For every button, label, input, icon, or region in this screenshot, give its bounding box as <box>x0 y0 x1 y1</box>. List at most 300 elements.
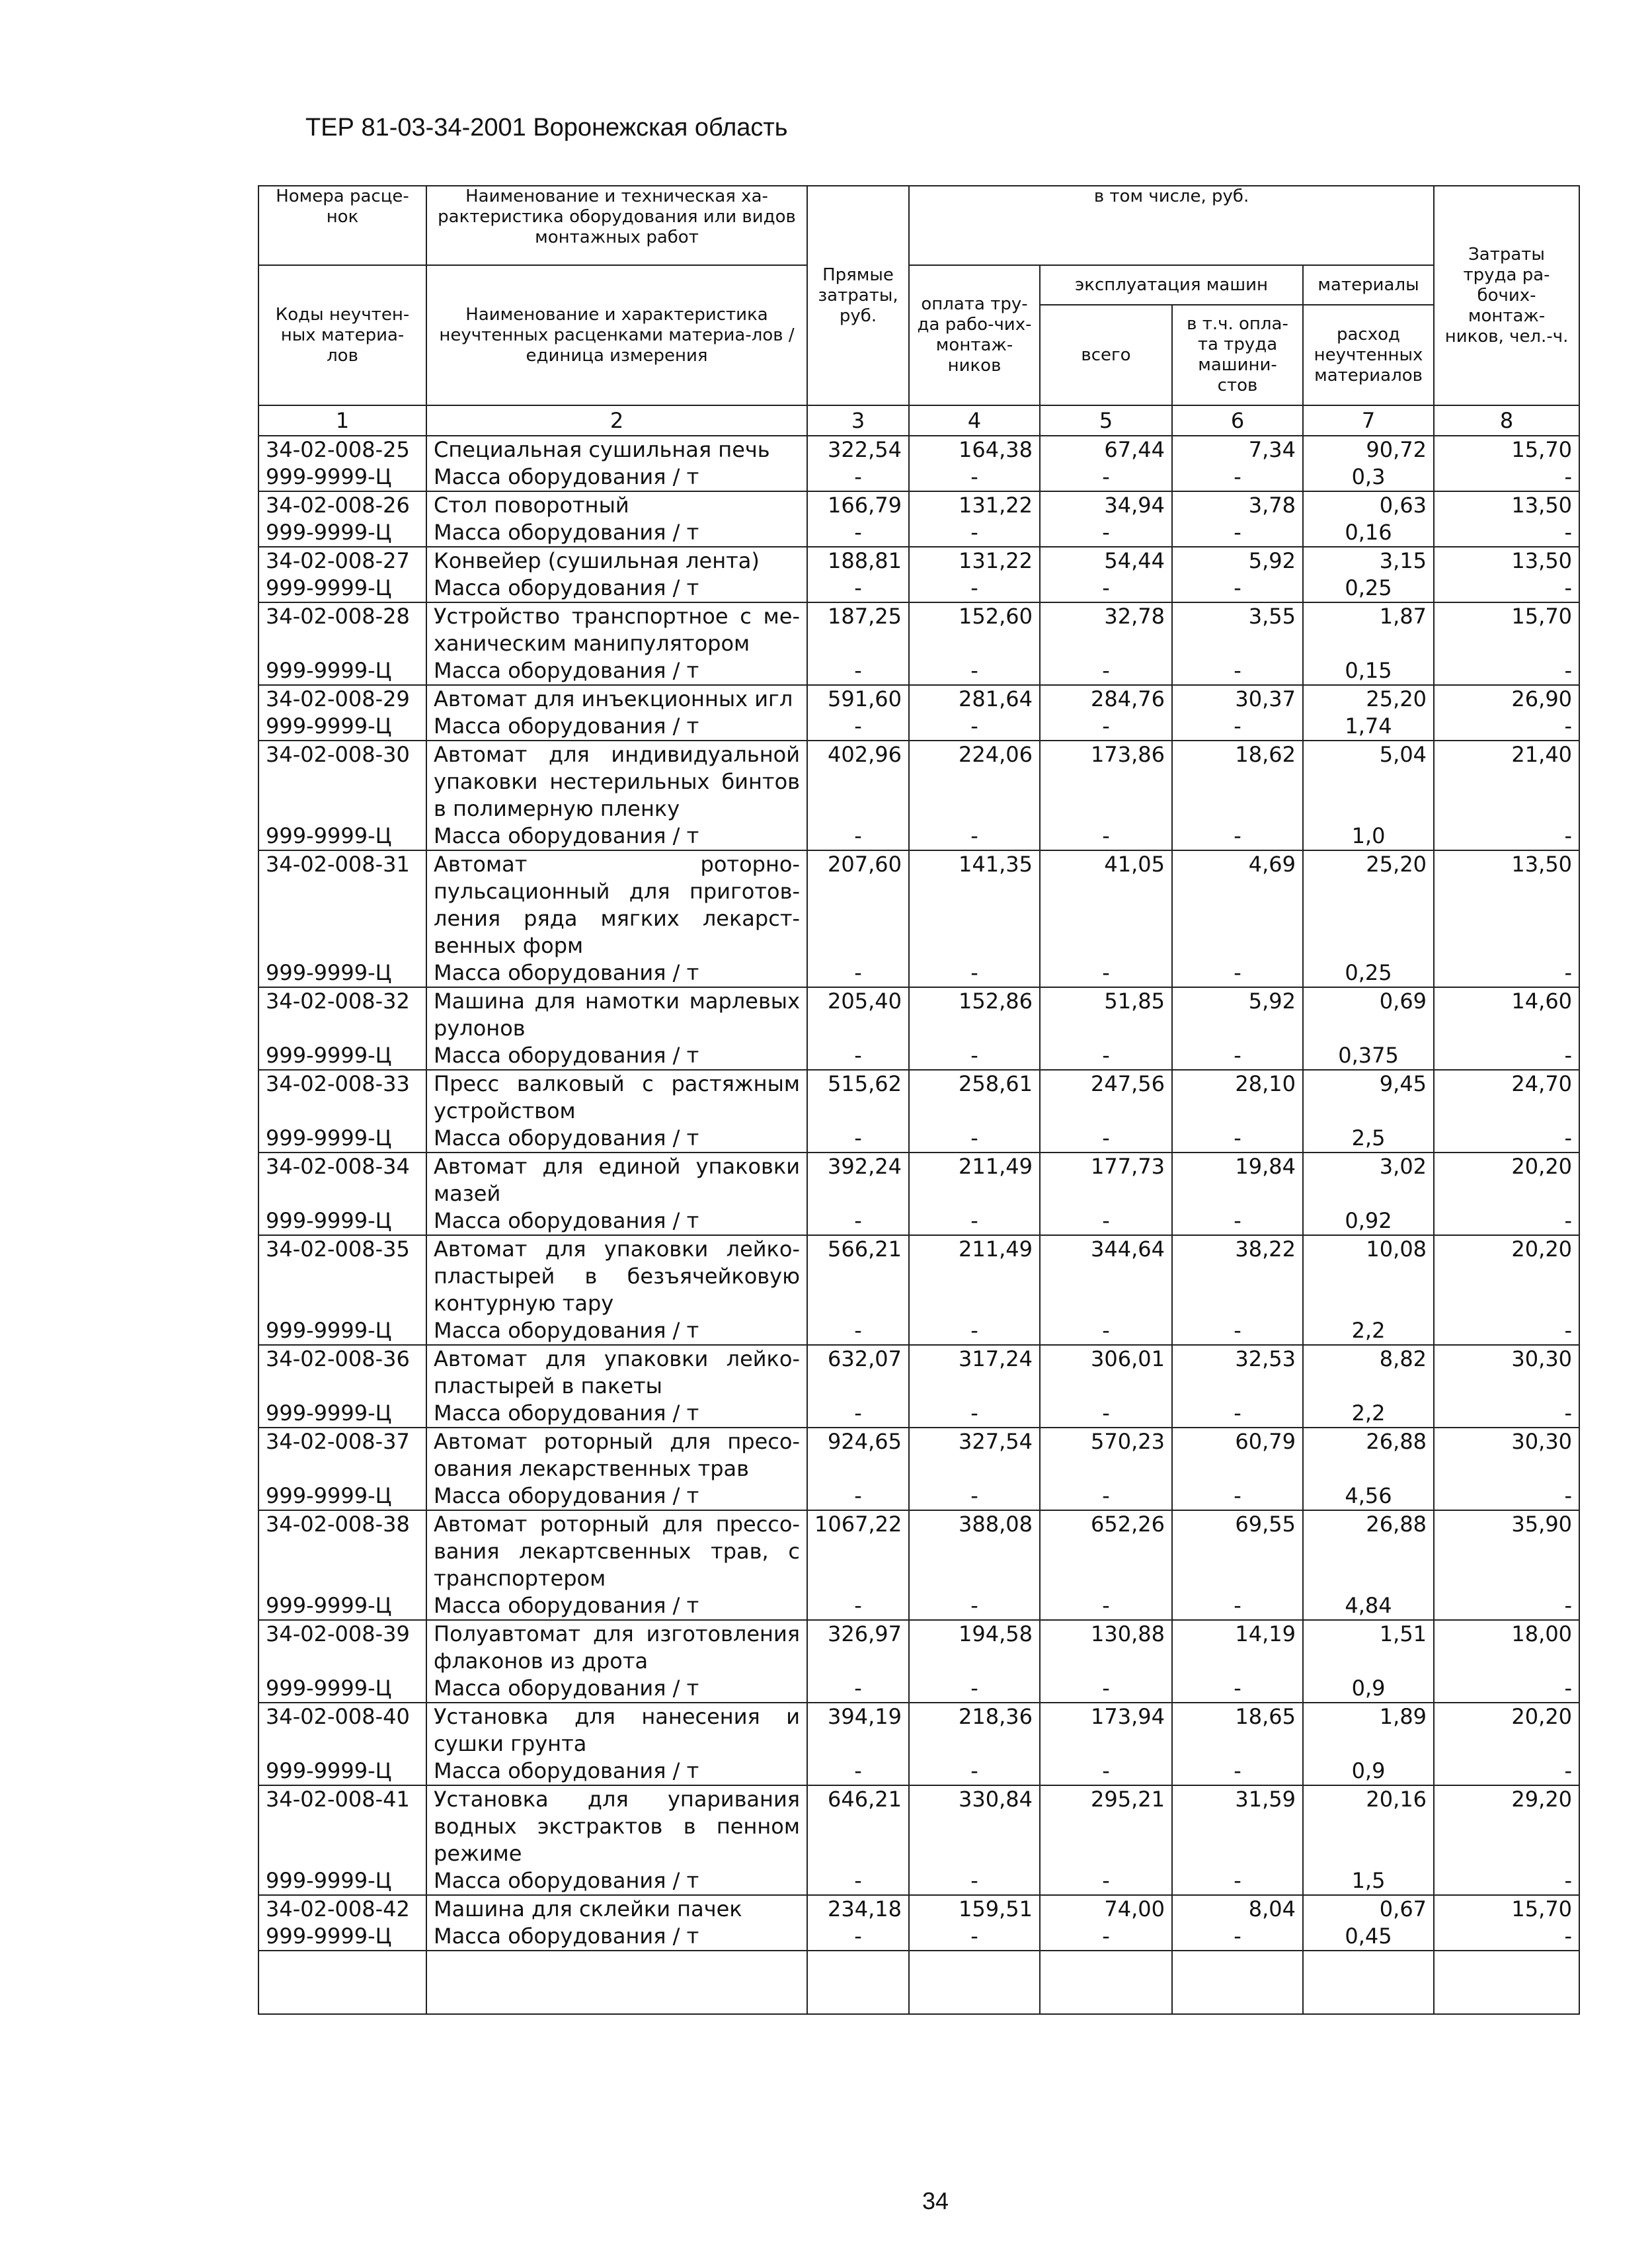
work-name: Устройство транспортное с ме-ханическим манипулятором <box>426 602 807 657</box>
cell-mach: 130,88 <box>1040 1620 1172 1675</box>
material-name: Масса оборудования / т <box>426 464 807 491</box>
sub-cell-mat: 2,5 <box>1303 1125 1434 1153</box>
rate-code: 34-02-008-35 <box>258 1235 426 1317</box>
table-row <box>258 1235 1579 1317</box>
sub-cell-labor: - <box>909 1867 1040 1895</box>
cell-direct: 187,25 <box>807 602 909 657</box>
header-work-name: Наименование и техническая ха-рактеристика оборудования или видов монтажных работ <box>426 186 807 265</box>
work-name: Машина для склейки пачек <box>426 1895 807 1923</box>
cell-mach: 41,05 <box>1040 850 1172 959</box>
cell-labor: 211,49 <box>909 1235 1040 1317</box>
cell-direct: 166,79 <box>807 491 909 519</box>
cell-labor: 131,22 <box>909 547 1040 575</box>
work-name: Установка для упаривания водных экстрактов в пенном режиме <box>426 1785 807 1867</box>
cell-mat: 25,20 <box>1303 685 1434 713</box>
work-name: Автомат для индивидуальной упаковки нестерильных бинтов в полимерную пленку <box>426 741 807 823</box>
sub-cell-mach: - <box>1040 1125 1172 1153</box>
header-machines-group: эксплуатация машин <box>1040 265 1303 305</box>
sub-cell-mach_labor: - <box>1172 1042 1303 1070</box>
work-name: Конвейер (сушильная лента) <box>426 547 807 575</box>
sub-cell-mach_labor: - <box>1172 519 1303 547</box>
sub-cell-hours: - <box>1434 959 1579 987</box>
material-code: 999-9999-Ц <box>258 1317 426 1345</box>
cell-hours: 20,20 <box>1434 1235 1579 1317</box>
cell-hours: 15,70 <box>1434 602 1579 657</box>
cell-hours: 15,70 <box>1434 436 1579 464</box>
empty-cell <box>909 1951 1040 2014</box>
sub-cell-mat: 4,56 <box>1303 1482 1434 1510</box>
table-row <box>258 1895 1579 1923</box>
material-code: 999-9999-Ц <box>258 1923 426 1951</box>
sub-cell-mach: - <box>1040 1675 1172 1703</box>
material-name: Масса оборудования / т <box>426 1923 807 1951</box>
sub-cell-hours: - <box>1434 1317 1579 1345</box>
sub-cell-mat: 0,375 <box>1303 1042 1434 1070</box>
work-name: Автомат роторно-пульсационный для приготов-ления ряда мягких лекарст-венных форм <box>426 850 807 959</box>
sub-cell-direct: - <box>807 713 909 741</box>
column-number: 5 <box>1040 405 1172 436</box>
cell-labor: 388,08 <box>909 1510 1040 1592</box>
rate-code: 34-02-008-37 <box>258 1428 426 1482</box>
sub-cell-hours: - <box>1434 1400 1579 1428</box>
sub-cell-mach_labor: - <box>1172 1317 1303 1345</box>
material-code: 999-9999-Ц <box>258 1675 426 1703</box>
cell-hours: 24,70 <box>1434 1070 1579 1125</box>
cell-labor: 224,06 <box>909 741 1040 823</box>
cell-hours: 13,50 <box>1434 547 1579 575</box>
sub-cell-labor: - <box>909 823 1040 850</box>
material-name: Масса оборудования / т <box>426 519 807 547</box>
table-row <box>258 1345 1579 1400</box>
material-row <box>258 1592 1579 1620</box>
rate-code: 34-02-008-42 <box>258 1895 426 1923</box>
cell-mach: 54,44 <box>1040 547 1172 575</box>
material-row <box>258 1042 1579 1070</box>
material-code: 999-9999-Ц <box>258 1125 426 1153</box>
work-name: Автомат для инъекционных игл <box>426 685 807 713</box>
material-row <box>258 1923 1579 1951</box>
sub-cell-hours: - <box>1434 657 1579 685</box>
empty-cell <box>258 1951 426 2014</box>
sub-cell-labor: - <box>909 657 1040 685</box>
material-row <box>258 1675 1579 1703</box>
cell-mat: 90,72 <box>1303 436 1434 464</box>
work-name: Пресс валковый с растяжным устройством <box>426 1070 807 1125</box>
sub-cell-mach: - <box>1040 1867 1172 1895</box>
sub-cell-mat: 0,3 <box>1303 464 1434 491</box>
cell-mat: 26,88 <box>1303 1428 1434 1482</box>
cell-mat: 10,08 <box>1303 1235 1434 1317</box>
material-name: Масса оборудования / т <box>426 1675 807 1703</box>
sub-cell-labor: - <box>909 464 1040 491</box>
cell-mach: 32,78 <box>1040 602 1172 657</box>
cell-labor: 211,49 <box>909 1153 1040 1207</box>
material-row <box>258 823 1579 850</box>
cell-mach: 247,56 <box>1040 1070 1172 1125</box>
rate-code: 34-02-008-31 <box>258 850 426 959</box>
cell-mach_labor: 18,62 <box>1172 741 1303 823</box>
sub-cell-labor: - <box>909 1758 1040 1785</box>
sub-cell-mach_labor: - <box>1172 1400 1303 1428</box>
table-filler-row <box>258 1951 1579 2014</box>
table-row <box>258 1428 1579 1482</box>
column-number: 6 <box>1172 405 1303 436</box>
sub-cell-labor: - <box>909 713 1040 741</box>
empty-cell <box>807 1951 909 2014</box>
cell-mach: 306,01 <box>1040 1345 1172 1400</box>
sub-cell-labor: - <box>909 959 1040 987</box>
sub-cell-mach: - <box>1040 657 1172 685</box>
rate-code: 34-02-008-32 <box>258 987 426 1042</box>
work-name: Автомат для упаковки лейко-пластырей в пакеты <box>426 1345 807 1400</box>
cell-labor: 141,35 <box>909 850 1040 959</box>
sub-cell-labor: - <box>909 1675 1040 1703</box>
rate-code: 34-02-008-38 <box>258 1510 426 1592</box>
cell-direct: 326,97 <box>807 1620 909 1675</box>
cell-mach: 344,64 <box>1040 1235 1172 1317</box>
cell-mach_labor: 30,37 <box>1172 685 1303 713</box>
table-header <box>258 186 1579 436</box>
sub-cell-mat: 0,9 <box>1303 1758 1434 1785</box>
cell-mach: 284,76 <box>1040 685 1172 713</box>
sub-cell-mach: - <box>1040 1758 1172 1785</box>
material-code: 999-9999-Ц <box>258 713 426 741</box>
material-name: Масса оборудования / т <box>426 1482 807 1510</box>
sub-cell-mach_labor: - <box>1172 1125 1303 1153</box>
cell-mat: 20,16 <box>1303 1785 1434 1867</box>
column-number: 4 <box>909 405 1040 436</box>
cell-labor: 281,64 <box>909 685 1040 713</box>
sub-cell-mat: 0,15 <box>1303 657 1434 685</box>
sub-cell-mach_labor: - <box>1172 1675 1303 1703</box>
table-row <box>258 1070 1579 1125</box>
rate-code: 34-02-008-30 <box>258 741 426 823</box>
cell-mach: 177,73 <box>1040 1153 1172 1207</box>
sub-cell-labor: - <box>909 1207 1040 1235</box>
cell-mat: 26,88 <box>1303 1510 1434 1592</box>
cell-mach: 173,86 <box>1040 741 1172 823</box>
sub-cell-mach_labor: - <box>1172 713 1303 741</box>
sub-cell-direct: - <box>807 657 909 685</box>
cell-hours: 13,50 <box>1434 491 1579 519</box>
sub-cell-mach: - <box>1040 713 1172 741</box>
cell-labor: 194,58 <box>909 1620 1040 1675</box>
sub-cell-labor: - <box>909 1482 1040 1510</box>
cell-labor: 327,54 <box>909 1428 1040 1482</box>
cell-mach: 34,94 <box>1040 491 1172 519</box>
rate-code: 34-02-008-41 <box>258 1785 426 1867</box>
header-machines-total: всего <box>1040 305 1172 405</box>
cell-hours: 30,30 <box>1434 1345 1579 1400</box>
sub-cell-mach: - <box>1040 575 1172 602</box>
table-row <box>258 1510 1579 1592</box>
sub-cell-direct: - <box>807 1207 909 1235</box>
cell-direct: 515,62 <box>807 1070 909 1125</box>
sub-cell-mat: 0,25 <box>1303 959 1434 987</box>
sub-cell-hours: - <box>1434 1675 1579 1703</box>
cell-hours: 26,90 <box>1434 685 1579 713</box>
material-name: Масса оборудования / т <box>426 657 807 685</box>
material-name: Масса оборудования / т <box>426 1125 807 1153</box>
cell-labor: 330,84 <box>909 1785 1040 1867</box>
sub-cell-direct: - <box>807 519 909 547</box>
sub-cell-direct: - <box>807 823 909 850</box>
cell-mach_labor: 3,55 <box>1172 602 1303 657</box>
sub-cell-hours: - <box>1434 1482 1579 1510</box>
empty-cell <box>1303 1951 1434 2014</box>
sub-cell-labor: - <box>909 1400 1040 1428</box>
cell-mat: 8,82 <box>1303 1345 1434 1400</box>
rate-code: 34-02-008-36 <box>258 1345 426 1400</box>
cell-direct: 207,60 <box>807 850 909 959</box>
sub-cell-mach_labor: - <box>1172 1867 1303 1895</box>
sub-cell-hours: - <box>1434 519 1579 547</box>
material-row <box>258 575 1579 602</box>
sub-cell-mach: - <box>1040 1207 1172 1235</box>
cell-direct: 924,65 <box>807 1428 909 1482</box>
cell-direct: 322,54 <box>807 436 909 464</box>
sub-cell-mach: - <box>1040 1482 1172 1510</box>
cell-mach_labor: 5,92 <box>1172 987 1303 1042</box>
sub-cell-mat: 0,45 <box>1303 1923 1434 1951</box>
sub-cell-labor: - <box>909 1042 1040 1070</box>
table-row <box>258 1785 1579 1867</box>
cell-labor: 152,60 <box>909 602 1040 657</box>
header-material-codes: Коды неучтен-ных материа-лов <box>258 265 426 405</box>
header-labor-hours: Затраты труда ра-бочих-монтаж-ников, чел.-ч. <box>1434 186 1579 405</box>
material-name: Масса оборудования / т <box>426 959 807 987</box>
cell-hours: 15,70 <box>1434 1895 1579 1923</box>
cell-mat: 0,69 <box>1303 987 1434 1042</box>
sub-cell-direct: - <box>807 1675 909 1703</box>
cell-direct: 566,21 <box>807 1235 909 1317</box>
cell-labor: 258,61 <box>909 1070 1040 1125</box>
table-row <box>258 987 1579 1042</box>
cell-hours: 14,60 <box>1434 987 1579 1042</box>
sub-cell-hours: - <box>1434 823 1579 850</box>
material-row <box>258 1482 1579 1510</box>
material-name: Масса оборудования / т <box>426 1400 807 1428</box>
sub-cell-hours: - <box>1434 1923 1579 1951</box>
cell-mach_labor: 19,84 <box>1172 1153 1303 1207</box>
table-row <box>258 491 1579 519</box>
sub-cell-labor: - <box>909 519 1040 547</box>
column-number: 8 <box>1434 405 1579 436</box>
table-row <box>258 741 1579 823</box>
cell-hours: 21,40 <box>1434 741 1579 823</box>
sub-cell-mach_labor: - <box>1172 1207 1303 1235</box>
empty-cell <box>1040 1951 1172 2014</box>
sub-cell-mat: 1,0 <box>1303 823 1434 850</box>
empty-cell <box>1434 1951 1579 2014</box>
work-name: Специальная сушильная печь <box>426 436 807 464</box>
sub-cell-direct: - <box>807 575 909 602</box>
sub-cell-direct: - <box>807 1923 909 1951</box>
cell-mach_labor: 60,79 <box>1172 1428 1303 1482</box>
material-row <box>258 1317 1579 1345</box>
table-row <box>258 1620 1579 1675</box>
cell-hours: 18,00 <box>1434 1620 1579 1675</box>
material-code: 999-9999-Ц <box>258 1867 426 1895</box>
material-name: Масса оборудования / т <box>426 1758 807 1785</box>
material-name: Масса оборудования / т <box>426 1592 807 1620</box>
cell-direct: 234,18 <box>807 1895 909 1923</box>
cell-hours: 20,20 <box>1434 1703 1579 1758</box>
cell-mach_labor: 28,10 <box>1172 1070 1303 1125</box>
material-row <box>258 1867 1579 1895</box>
rate-code: 34-02-008-27 <box>258 547 426 575</box>
sub-cell-direct: - <box>807 1758 909 1785</box>
cell-mach_labor: 14,19 <box>1172 1620 1303 1675</box>
table-row <box>258 602 1579 657</box>
sub-cell-mach: - <box>1040 1317 1172 1345</box>
cell-mat: 1,87 <box>1303 602 1434 657</box>
sub-cell-labor: - <box>909 575 1040 602</box>
sub-cell-mach_labor: - <box>1172 823 1303 850</box>
material-row <box>258 1125 1579 1153</box>
work-name: Машина для намотки марлевых рулонов <box>426 987 807 1042</box>
sub-cell-labor: - <box>909 1317 1040 1345</box>
cell-mach: 51,85 <box>1040 987 1172 1042</box>
material-code: 999-9999-Ц <box>258 1042 426 1070</box>
rate-code: 34-02-008-26 <box>258 491 426 519</box>
material-row <box>258 1400 1579 1428</box>
column-number: 7 <box>1303 405 1434 436</box>
material-row <box>258 657 1579 685</box>
empty-cell <box>426 1951 807 2014</box>
table-row <box>258 1153 1579 1207</box>
sub-cell-mach: - <box>1040 1042 1172 1070</box>
cell-mach: 295,21 <box>1040 1785 1172 1867</box>
sub-cell-direct: - <box>807 1867 909 1895</box>
cell-mat: 9,45 <box>1303 1070 1434 1125</box>
material-code: 999-9999-Ц <box>258 519 426 547</box>
table-row <box>258 685 1579 713</box>
sub-cell-labor: - <box>909 1923 1040 1951</box>
sub-cell-mat: 2,2 <box>1303 1400 1434 1428</box>
work-name: Установка для нанесения и сушки грунта <box>426 1703 807 1758</box>
work-name: Автомат роторный для пресо-ования лекарственных трав <box>426 1428 807 1482</box>
cell-mach: 652,26 <box>1040 1510 1172 1592</box>
sub-cell-hours: - <box>1434 1758 1579 1785</box>
header-material-name: Наименование и характеристика неучтенных расценками материа-лов / единица измерения <box>426 265 807 405</box>
sub-cell-direct: - <box>807 1125 909 1153</box>
material-row <box>258 464 1579 491</box>
material-code: 999-9999-Ц <box>258 959 426 987</box>
material-name: Масса оборудования / т <box>426 713 807 741</box>
cell-direct: 1067,22 <box>807 1510 909 1592</box>
sub-cell-mach_labor: - <box>1172 575 1303 602</box>
table-row <box>258 436 1579 464</box>
cell-mach_labor: 69,55 <box>1172 1510 1303 1592</box>
cell-mat: 3,02 <box>1303 1153 1434 1207</box>
sub-cell-hours: - <box>1434 575 1579 602</box>
material-code: 999-9999-Ц <box>258 1758 426 1785</box>
sub-cell-mach_labor: - <box>1172 1482 1303 1510</box>
sub-cell-hours: - <box>1434 1125 1579 1153</box>
sub-cell-mat: 4,84 <box>1303 1592 1434 1620</box>
material-name: Масса оборудования / т <box>426 1867 807 1895</box>
header-including-group: в том числе, руб. <box>909 186 1434 265</box>
rate-code: 34-02-008-34 <box>258 1153 426 1207</box>
sub-cell-mat: 0,92 <box>1303 1207 1434 1235</box>
rate-code: 34-02-008-39 <box>258 1620 426 1675</box>
sub-cell-mach: - <box>1040 1400 1172 1428</box>
cell-labor: 218,36 <box>909 1703 1040 1758</box>
rate-code: 34-02-008-25 <box>258 436 426 464</box>
cell-direct: 591,60 <box>807 685 909 713</box>
cell-mat: 0,63 <box>1303 491 1434 519</box>
cell-mach: 67,44 <box>1040 436 1172 464</box>
table-row <box>258 850 1579 959</box>
sub-cell-mat: 0,9 <box>1303 1675 1434 1703</box>
material-name: Масса оборудования / т <box>426 1317 807 1345</box>
cell-hours: 35,90 <box>1434 1510 1579 1592</box>
sub-cell-hours: - <box>1434 1867 1579 1895</box>
cell-mach_labor: 38,22 <box>1172 1235 1303 1317</box>
sub-cell-mat: 0,25 <box>1303 575 1434 602</box>
cell-labor: 164,38 <box>909 436 1040 464</box>
cell-mat: 0,67 <box>1303 1895 1434 1923</box>
sub-cell-labor: - <box>909 1125 1040 1153</box>
work-name: Автомат для упаковки лейко-пластырей в безъячейковую контурную тару <box>426 1235 807 1317</box>
cell-hours: 30,30 <box>1434 1428 1579 1482</box>
work-name: Полуавтомат для изготовления флаконов из дрота <box>426 1620 807 1675</box>
empty-cell <box>1172 1951 1303 2014</box>
material-code: 999-9999-Ц <box>258 1400 426 1428</box>
sub-cell-mat: 1,5 <box>1303 1867 1434 1895</box>
material-code: 999-9999-Ц <box>258 823 426 850</box>
page-number: 34 <box>922 2187 949 2214</box>
material-code: 999-9999-Ц <box>258 1592 426 1620</box>
material-row <box>258 959 1579 987</box>
sub-cell-direct: - <box>807 1400 909 1428</box>
sub-cell-direct: - <box>807 1042 909 1070</box>
sub-cell-mach_labor: - <box>1172 657 1303 685</box>
material-name: Масса оборудования / т <box>426 1207 807 1235</box>
column-number: 3 <box>807 405 909 436</box>
cell-mach_labor: 31,59 <box>1172 1785 1303 1867</box>
material-row <box>258 713 1579 741</box>
cell-direct: 392,24 <box>807 1153 909 1207</box>
cell-labor: 159,51 <box>909 1895 1040 1923</box>
sub-cell-labor: - <box>909 1592 1040 1620</box>
page-title: ТЕР 81-03-34-2001 Воронежская область <box>305 114 788 142</box>
material-name: Масса оборудования / т <box>426 1042 807 1070</box>
header-machinist-pay: в т.ч. опла-та труда машини-стов <box>1172 305 1303 405</box>
material-code: 999-9999-Ц <box>258 1207 426 1235</box>
sub-cell-mach: - <box>1040 1923 1172 1951</box>
cell-direct: 646,21 <box>807 1785 909 1867</box>
sub-cell-hours: - <box>1434 713 1579 741</box>
cell-direct: 205,40 <box>807 987 909 1042</box>
rates-table <box>258 185 1580 2015</box>
work-name: Автомат роторный для прессо-вания лекартсвенных трав, с транспортером <box>426 1510 807 1592</box>
material-code: 999-9999-Ц <box>258 464 426 491</box>
cell-direct: 394,19 <box>807 1703 909 1758</box>
sub-cell-mach_labor: - <box>1172 1758 1303 1785</box>
sub-cell-mach_labor: - <box>1172 959 1303 987</box>
cell-direct: 402,96 <box>807 741 909 823</box>
material-code: 999-9999-Ц <box>258 575 426 602</box>
cell-mach_labor: 32,53 <box>1172 1345 1303 1400</box>
sub-cell-mach_labor: - <box>1172 464 1303 491</box>
rate-code: 34-02-008-40 <box>258 1703 426 1758</box>
sub-cell-mach: - <box>1040 823 1172 850</box>
material-code: 999-9999-Ц <box>258 1482 426 1510</box>
header-rate-numbers: Номера расце-нок <box>258 186 426 265</box>
material-row <box>258 1207 1579 1235</box>
